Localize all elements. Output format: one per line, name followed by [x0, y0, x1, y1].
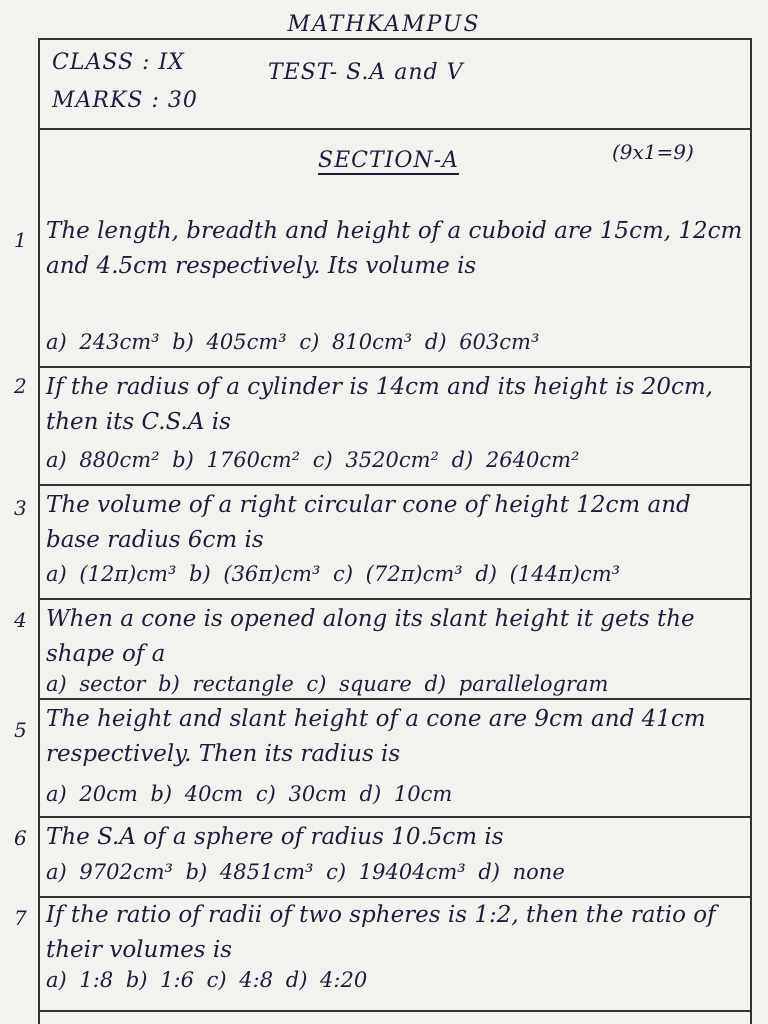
question-text: If the radius of a cylinder is 14cm and its height is 20cm, then its C.S.A is: [46, 374, 713, 435]
question-text: The S.A of a sphere of radius 10.5cm is: [46, 824, 504, 850]
question-text: If the ratio of radii of two spheres is 1:2, then the ratio of their volumes is: [46, 902, 716, 963]
question-number: 3: [14, 496, 27, 520]
question-number: 5: [14, 718, 27, 742]
question-number: 1: [14, 228, 27, 252]
test-title: TEST- S.A and V: [268, 60, 464, 85]
question-text: The height and slant height of a cone are 9cm and 41cm respectively. Then its radius is: [46, 706, 706, 767]
question-text: The volume of a right circular cone of height 12cm and base radius 6cm is: [46, 492, 691, 553]
question-options: a) 243cm³ b) 405cm³ c) 810cm³ d) 603cm³: [46, 330, 540, 354]
question-number: 2: [14, 374, 27, 398]
question-options: a) (12π)cm³ b) (36π)cm³ c) (72π)cm³ d) (144π)cm³: [46, 562, 621, 586]
question-options: a) sector b) rectangle c) square d) parallelogram: [46, 672, 609, 696]
divider: [38, 128, 752, 130]
divider: [38, 366, 752, 368]
question-options: a) 20cm b) 40cm c) 30cm d) 10cm: [46, 782, 453, 806]
question-options: a) 1:8 b) 1:6 c) 4:8 d) 4:20: [46, 968, 368, 992]
brand-title: MATHKAMPUS: [287, 12, 481, 37]
divider: [38, 1010, 752, 1012]
question-text: When a cone is opened along its slant height it gets the shape of a: [46, 606, 695, 667]
question-number: 4: [14, 608, 27, 632]
section-marks: (9x1=9): [612, 140, 694, 164]
question-number: 7: [14, 906, 27, 930]
question-options: a) 880cm² b) 1760cm² c) 3520cm² d) 2640cm²: [46, 448, 580, 472]
divider: [38, 484, 752, 486]
divider: [38, 816, 752, 818]
question-text: The length, breadth and height of a cuboid are 15cm, 12cm and 4.5cm respectively. Its volume is: [46, 218, 743, 279]
marks-label: MARKS : 30: [52, 88, 198, 113]
section-title: SECTION-A: [318, 148, 459, 173]
divider: [38, 598, 752, 600]
divider: [38, 698, 752, 700]
class-label: CLASS : IX: [52, 50, 185, 75]
divider: [38, 38, 752, 40]
question-number: 6: [14, 826, 27, 850]
question-options: a) 9702cm³ b) 4851cm³ c) 19404cm³ d) none: [46, 860, 565, 884]
